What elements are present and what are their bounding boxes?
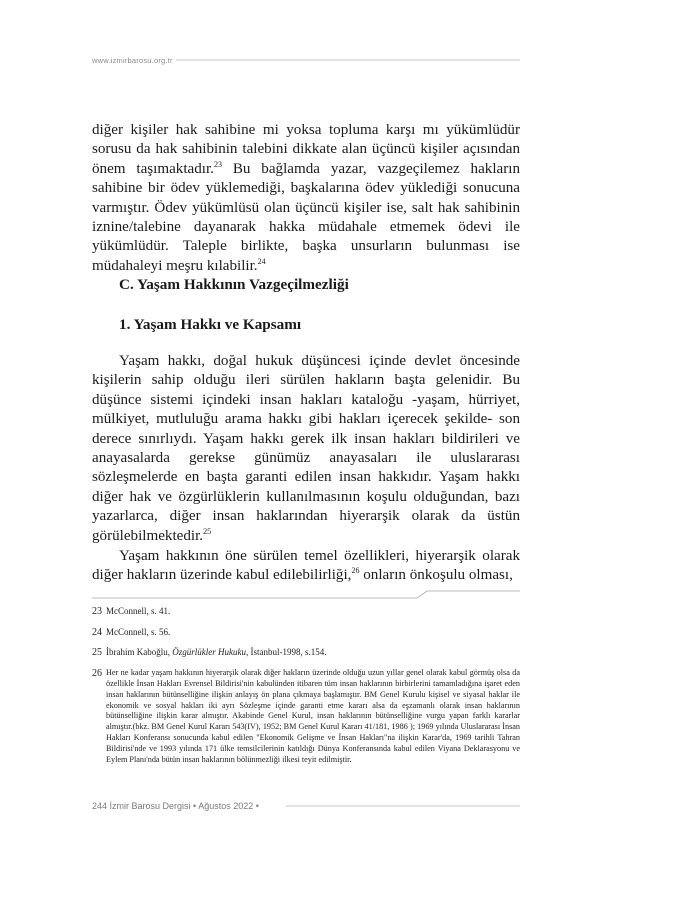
footnote-number: 26: [92, 667, 102, 679]
footnote-number: 25: [92, 647, 102, 659]
paragraph-2-text: Yaşam hakkı, doğal hukuk düşüncesi içinde devlet öncesinde kişilerin sahip olduğu ileri sürülen hakların başta gelenidir. Bu düşünce sistemi içindeki insan hakları kataloğu -yaşam, hürriyet, mülkiyet, mutluluğu arama hakkı gibi hakları içerecek şekilde- son derece sınırlıydı. Yaşam hakkı gerek ilk insan hakları bildirileri ve anayasalarda gerekse günümüz anayasaları ile uluslararası sözleşmelerde en başta garanti edilen insan hakkıdır. Yaşam hakkı diğer hak ve özgürlüklerin kullanılmasının koşulu olduğundan, bazı yazarlarca, diğer insan haklarından hiyerarşik olarak da üstün görülebilmektedir.: [92, 353, 520, 544]
paragraph-2: [92, 352, 520, 546]
footnote-ref-24: 24: [257, 256, 266, 266]
subsection-heading-1: 1. Yaşam Hakkı ve Kapsamı: [119, 316, 302, 333]
footnote-ref-23: 23: [213, 159, 222, 169]
paragraph-1: [92, 121, 520, 276]
footnote-26: [92, 668, 520, 766]
footnote-ref-25: 25: [203, 526, 212, 536]
footnote-24: [92, 627, 520, 639]
section-heading-c: C. Yaşam Hakkının Vazgeçilmezliği: [119, 276, 349, 293]
footnote-text: [106, 647, 520, 659]
paragraph-1-text-a: diğer kişiler hak sahibine mi yoksa topluma karşı mı yükümlüdür sorusu da hak sahibinin talebini dikkate alan üçüncü kişiler açısından önem taşımaktadır.: [92, 122, 520, 177]
footnotes: [92, 606, 520, 766]
footnote-ref-26: 26: [351, 566, 360, 576]
paragraph-1-text-b: Bu bağlamda yazar, vazgeçilemez hakların sahibine bir ödev yüklemediği, başkalarına ödev yüklediği sonucuna varmıştır. Ödev yükümlüsü olan üçüncü kişiler ise, salt hak sahibinin iznine/talebine dayanarak hakka müdahale etmemek ödevi ile yükümlüdür. Taleple birlikte, başka unsurların bulunması ise müdahaleyi meşru kılabilir.: [92, 160, 520, 274]
footnote-text: McConnell, s. 56.: [106, 626, 171, 637]
footnote-book-title: Özgürlükler Hukuku: [172, 647, 246, 658]
footnote-text: McConnell, s. 41.: [106, 606, 171, 616]
footnote-author: İbrahim Kaboğlu,: [106, 647, 173, 658]
footnote-number: 24: [92, 626, 102, 638]
footnote-25: [92, 647, 520, 659]
footnote-text: Her ne kadar yaşam hakkının hiyerarşik olarak diğer hakların üzerinde olduğu uzun yıllar genel olarak kabul görmüş olsa da özellikle İnsan Hakları Evrensel Bildirisi'nin kabulünden itibaren tüm insan haklarının birbirlerini tamamladığına işaret eden insan haklarının bütünselliğine ilişkin anlayış ön plana çıkmaya başlamıştır. BM Genel Kurulu kişisel ve siyasal haklar ile ekonomik ve sosyal hakları iki ayrı Sözleşme içinde garanti etme kararı alsa da eşzamanlı olarak insan haklarının bütünselliğine ilişkin karar almıştır. Akabinde Genel Kurul, insan haklarının bütünselliğine vurgu yapan farklı kararlar almıştır.(bkz. BM Genel Kurul Kararı 543(IV), 1952; BM Genel Kurul Kararı 41/181, 1986 ); 1969 yılında Uluslararası İnsan Hakları Konferansı sonucunda kabul edilen "Ekonomik Gelişme ve İnsan Hakları"na ilişkin Karar'da, 1969 tarihli Tahran Bildirisi'nde ve 1993 yılında 171 ülke temsilcilerinin katıldığı Dünya Konferansında kabul edilen Viyana Deklarasyonu ve Eylem Planı'nda bütün insan haklarının bölünmezliği ilkesi teyit edilmiştir.: [106, 667, 520, 765]
paragraph-3-text-b: onların önkoşulu olması,: [359, 567, 513, 584]
footnote-number: 23: [92, 606, 102, 617]
header-rule: [0, 51, 700, 71]
paragraph-3-text-a: Yaşam hakkının öne sürülen temel özellikleri, hiyerarşik olarak diğer hakların üzerinde kabul edilebilirliği,: [92, 548, 520, 584]
header-url: www.izmirbarosu.org.tr: [92, 56, 173, 65]
footer-text: 244 İzmir Barosu Dergisi • Ağustos 2022 •: [92, 801, 259, 811]
footnote-citation: , İstanbul-1998, s.154.: [245, 647, 327, 658]
footer-rule: [0, 797, 700, 817]
paragraph-3: [92, 547, 520, 586]
footnote-23: [92, 606, 520, 618]
footnote-rule: [0, 588, 700, 608]
